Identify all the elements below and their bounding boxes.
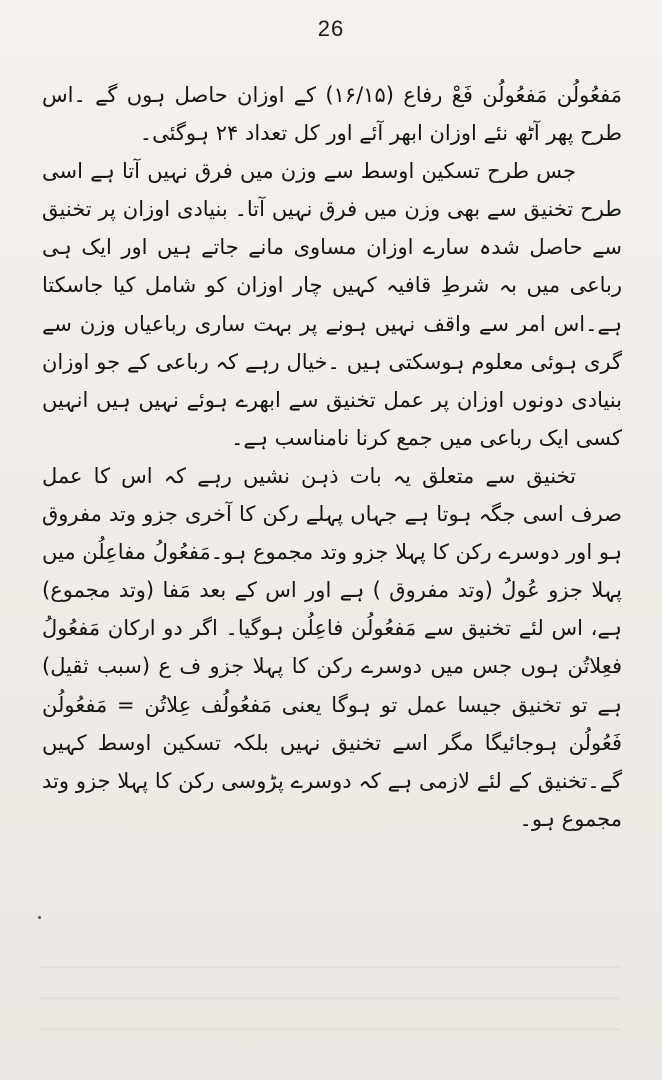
paragraph-2: جس طرح تسکین اوسط سے وزن میں فرق نہیں آتا ہے اسی طرح تخنیق سے بھی وزن میں فرق نہیں آتا۔ بنیادی اوزان پر تخنیق سے حاصل شدہ سارے اوزان مساوی مانے جاتے ہیں اور ایک ہی رباعی میں بہ شرطِ قافیہ کہیں چار اوزان کو شامل کیا جاسکتا ہے۔اس امر سے واقف نہیں ہونے پر بہت ساری رباعیاں وزن سے گری ہوئی معلوم ہوسکتی ہیں ۔خیال رہے کہ رباعی کے جو اوزان بنیادی دونوں اوزان پر عمل تخنیق سے ابھرے ہوئے نہیں ہیں انہیں کسی ایک رباعی میں جمع کرنا نامناسب ہے۔ xyxy=(42,159,622,450)
paragraph-1: مَفعُولُن مَفعُولُن فَعْ رفاع (۱۶/۱۵) کے اوزان حاصل ہوں گے ۔اس طرح پھر آٹھ نئے اوزان ابھر آئے اور کل تعداد ۲۴ ہوگئی۔ xyxy=(42,83,622,146)
body-text xyxy=(42,76,622,838)
page-number: 26 xyxy=(317,16,345,41)
show-through-texture xyxy=(40,938,620,1058)
ink-speck xyxy=(38,916,41,919)
paragraph-3: تخنیق سے متعلق یہ بات ذہن نشیں رہے کہ اس کا عمل صرف اسی جگہ ہوتا ہے جہاں پہلے رکن کا آخری جزو وتد مفروق ہو اور دوسرے رکن کا پہلا جزو وتد مجموع ہو۔مَفعُولُ مفاعِلُن میں پہلا جزو عُولُ (وتد مفروق ) ہے اور اس کے بعد مَفا (وتد مجموع) ہے، اس لئے تخنیق سے مَفعُولُن فاعِلُن ہوگیا۔ اگر دو ارکان مَفعُولُ فعِلاتُن ہوں جس میں دوسرے رکن کا پہلا جزو ف ع (سبب ثقیل) ہے تو تخنیق جیسا عمل تو ہوگا یعنی مَفعُولُف عِلاتُن = مَفعُولُن فَعُولُن ہوجائیگا مگر اسے تخنیق نہیں بلکہ تسکین اوسط کہیں گے۔تخنیق کے لئے لازمی ہے کہ دوسرے پڑوسی رکن کا پہلا جزو وتد مجموع ہو۔ xyxy=(42,463,622,831)
